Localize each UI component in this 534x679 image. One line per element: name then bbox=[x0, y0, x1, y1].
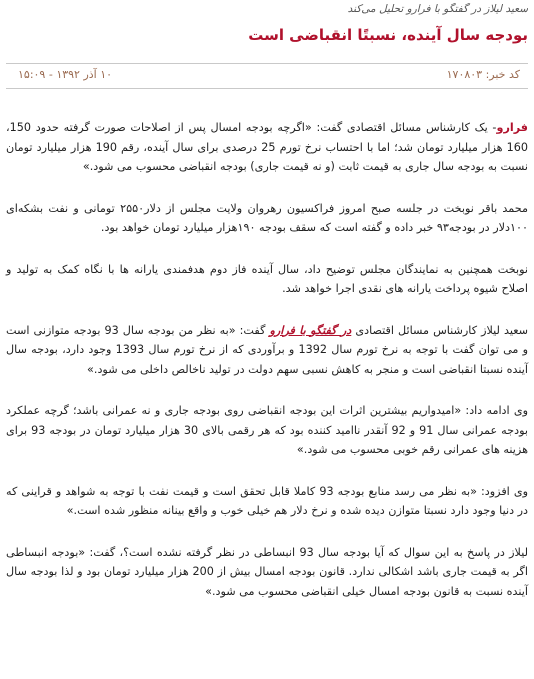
interview-link[interactable]: در گفتگو با فرارو bbox=[269, 323, 352, 337]
news-code: کد خبر: ۱۷۰۸۰۳ bbox=[446, 68, 520, 81]
paragraph-7: لیلاز در پاسخ به این سوال که آیا بودجه سال 93 انبساطی در نظر گرفته نشده است؟، گفت: «بودجه انبساطی اگر به قیمت جاری باشد اشکالی ندارد. قانون بودجه امسال بیش از 200 هزار میلیارد تومان بود و لذا بودجه سال آینده نسبت به قانون بودجه امسال خیلی انقباضی محسوب می شود.» bbox=[6, 545, 528, 598]
article-title: بودجه سال آینده، نسبتًا انقباضی است bbox=[248, 26, 528, 44]
paragraph-1-text: - یک کارشناس مسائل اقتصادی گفت: «اگرچه بودجه امسال پس از اصلاحات صورت گرفته حدود 150، 160 هزار میلیارد تومان شد؛ اما با احتساب نرخ تورم 25 درصدی برای سال آینده، رقم 190 هزار میلیارد تومان نسبت به بودجه سال جاری به قیمت ثابت (و نه قیمت جاری) بودجه انقباضی محسوب می شود.» bbox=[6, 121, 528, 173]
paragraph-2: محمد باقر نوبخت در جلسه صبح امروز فراکسیون رهروان ولایت مجلس از دلار۲۵۵۰ تومانی و نفت بشکه‌ای ۱۰۰دلار در بودجه۹۳ خبر داده و گفته است که سقف بودجه ۱۹۰هزار میلیارد تومان خواهد بود. bbox=[6, 201, 528, 234]
paragraph-3: نوبخت همچنین به نمایندگان مجلس توضیح داد، سال آینده فاز دوم هدفمندی یارانه ها با نگاه کمک به تولید و اصلاح شیوه پرداخت یارانه های نقدی اجرا خواهد شد. bbox=[6, 262, 528, 295]
paragraph-4-start: سعید لیلاز کارشناس مسائل اقتصادی bbox=[351, 323, 528, 337]
article-meta-bar bbox=[6, 63, 528, 89]
paragraph-4 bbox=[6, 321, 528, 380]
article-body bbox=[6, 118, 528, 601]
paragraph-6: وی افزود: «به نظر می رسد منابع بودجه 93 کاملا قابل تحقق است و قیمت نفت با توجه به شواهد و قراینی که در دنیا وجود دارد نسبتا متوازن دیده شده و نرخ دلار هم خیلی خوب و واقع بینانه منظور شده است.» bbox=[6, 484, 528, 517]
paragraph-5: وی ادامه داد: «امیدواریم بیشترین اثرات این بودجه انقباضی روی بودجه جاری و نه عمرانی باشد؛ گرچه عملکرد بودجه عمرانی سال 91 و 92 آنقدر ناامید کننده بود که هر رقمی بالای 30 هزار میلیارد تومان در بودجه 93 برای هزینه های عمرانی رقم خوبی محسوب می شود.» bbox=[6, 404, 528, 456]
article-kicker: سعید لیلاز در گفتگو با فرارو تحلیل می‌کند bbox=[347, 3, 528, 15]
paragraph-1 bbox=[6, 118, 528, 177]
publish-date: ۱۰ آذر ۱۳۹۲ - ۱۵:۰۹ bbox=[18, 68, 113, 81]
paragraph-4-end: گفت: «به نظر من بودجه سال 93 بودجه متوازنی است و می توان گفت با توجه به نرخ تورم سال 1392 و برآوردی که از نرخ تورم سال 1393 وجود دارد، بودجه سال آینده نسبتا انقباضی است و منجر به کاهش نسبی سهم دولت در تولید ناخالص داخلی می شود.» bbox=[6, 323, 528, 376]
brand-name: فرارو bbox=[496, 121, 528, 134]
